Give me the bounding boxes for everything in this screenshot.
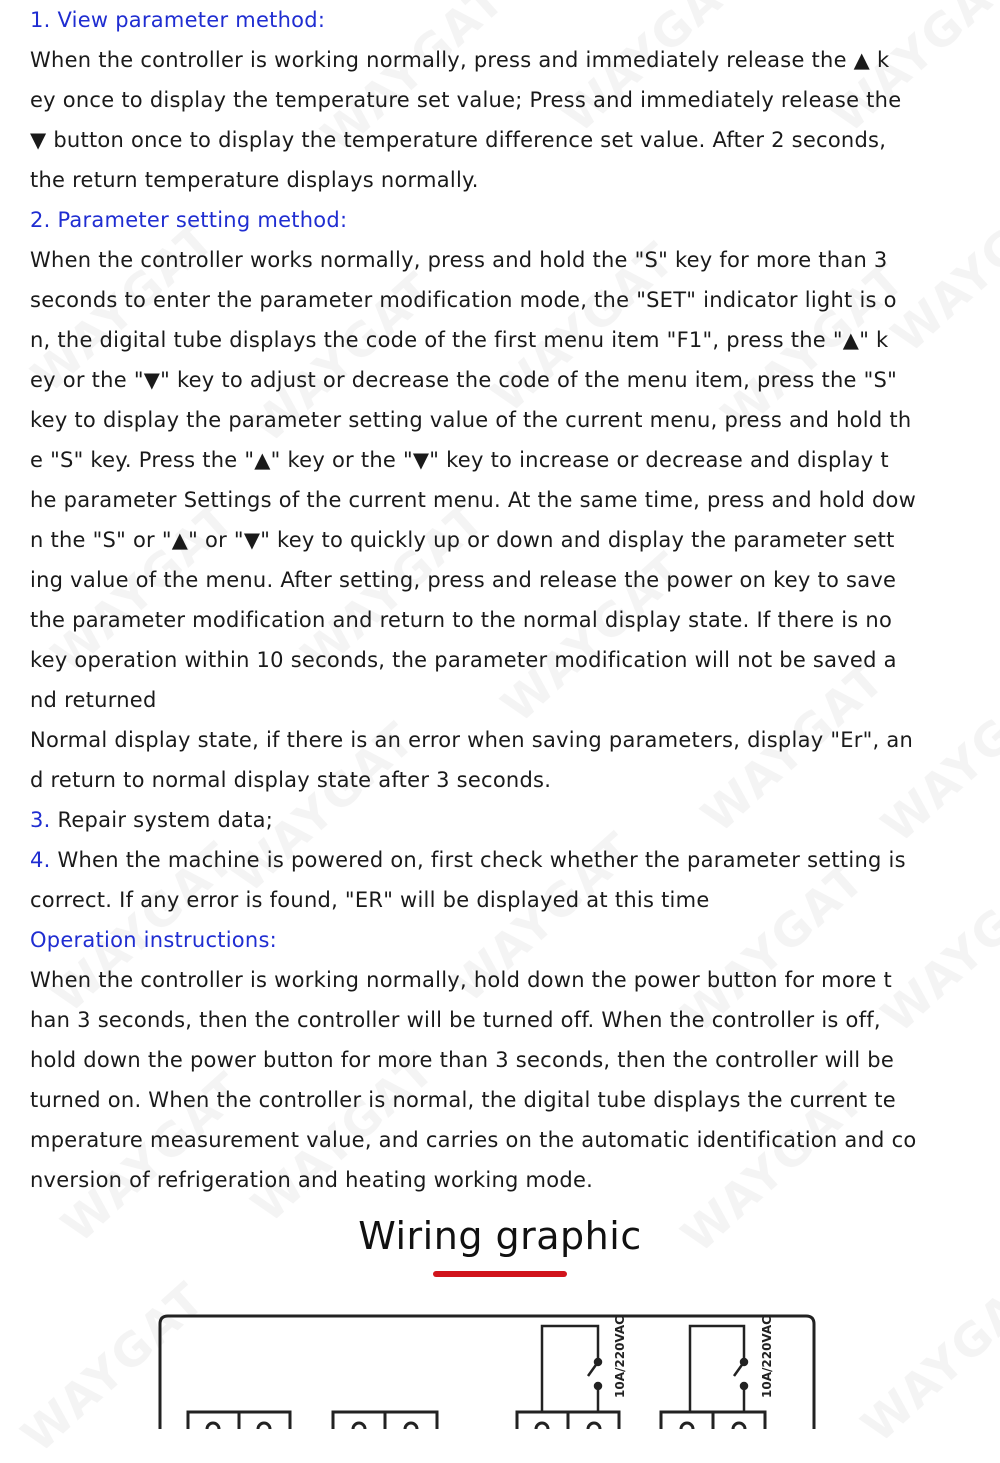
text-line: ing value of the menu. After setting, press and release the power on key to save: [30, 568, 897, 592]
text-line: e "S" key. Press the "▲" key or the "▼" key to increase or decrease and display t: [30, 448, 889, 472]
list-number: 4.: [30, 848, 51, 872]
section-heading: Operation instructions:: [30, 928, 277, 952]
wiring-diagram: [0, 1290, 1000, 1429]
text-line: key to display the parameter setting value of the current menu, press and hold th: [30, 408, 912, 432]
relay-1-rating: 10A/220VAC: [613, 1316, 627, 1398]
text-line: When the controller is working normally, press and immediately release the ▲ k: [30, 48, 890, 72]
list-text: When the machine is powered on, first check whether the parameter setting is: [50, 848, 906, 872]
text-line: Normal display state, if there is an error when saving parameters, display "Er", an: [30, 728, 914, 752]
text-line: turned on. When the controller is normal, the digital tube displays the current te: [30, 1088, 896, 1112]
text-line: n, the digital tube displays the code of the first menu item "F1", press the "▲" k: [30, 328, 889, 352]
text-line: key operation within 10 seconds, the parameter modification will not be saved a: [30, 648, 897, 672]
text-line: When the controller works normally, press and hold the "S" key for more than 3: [30, 248, 888, 272]
text-line: mperature measurement value, and carries on the automatic identification and co: [30, 1128, 917, 1152]
instructions-text: [30, 0, 980, 1200]
text-line: ey once to display the temperature set value; Press and immediately release the: [30, 88, 902, 112]
wiring-graphic-title: Wiring graphic: [358, 1214, 642, 1258]
text-line: nd returned: [30, 688, 157, 712]
relay-1: [542, 1326, 601, 1412]
text-line: ey or the "▼" key to adjust or decrease the code of the menu item, press the "S": [30, 368, 898, 392]
wiring-diagram-svg: [0, 1290, 1000, 1429]
text-line: the parameter modification and return to the normal display state. If there is no: [30, 608, 893, 632]
text-line: han 3 seconds, then the controller will be turned off. When the controller is off,: [30, 1008, 881, 1032]
text-line: n the "S" or "▲" or "▼" key to quickly up or down and display the parameter sett: [30, 528, 895, 552]
text-line: ▼ button once to display the temperature difference set value. After 2 seconds,: [30, 128, 887, 152]
text-line: correct. If any error is found, "ER" will be displayed at this time: [30, 888, 710, 912]
text-line: d return to normal display state after 3 seconds.: [30, 768, 552, 792]
section-heading: 2. Parameter setting method:: [30, 208, 348, 232]
terminal-block-1: [188, 1412, 290, 1429]
terminal-block-4: [661, 1412, 765, 1429]
relay-2-rating: 10A/220VAC: [760, 1316, 774, 1398]
text-line: seconds to enter the parameter modification mode, the "SET" indicator light is o: [30, 288, 897, 312]
section-heading: 1. View parameter method:: [30, 8, 326, 32]
text-line: nversion of refrigeration and heating working mode.: [30, 1168, 594, 1192]
text-line: [30, 800, 980, 840]
list-text: Repair system data;: [50, 808, 274, 832]
text-line: he parameter Settings of the current menu. At the same time, press and hold dow: [30, 488, 917, 512]
terminal-block-3: [517, 1412, 619, 1429]
text-line: the return temperature displays normally.: [30, 168, 479, 192]
relay-2: [690, 1326, 747, 1412]
terminal-block-2: [333, 1412, 437, 1429]
text-line: hold down the power button for more than 3 seconds, then the controller will be: [30, 1048, 895, 1072]
list-number: 3.: [30, 808, 51, 832]
text-line: When the controller is working normally, hold down the power button for more t: [30, 968, 892, 992]
title-underline: [433, 1271, 567, 1277]
text-line: [30, 840, 980, 880]
